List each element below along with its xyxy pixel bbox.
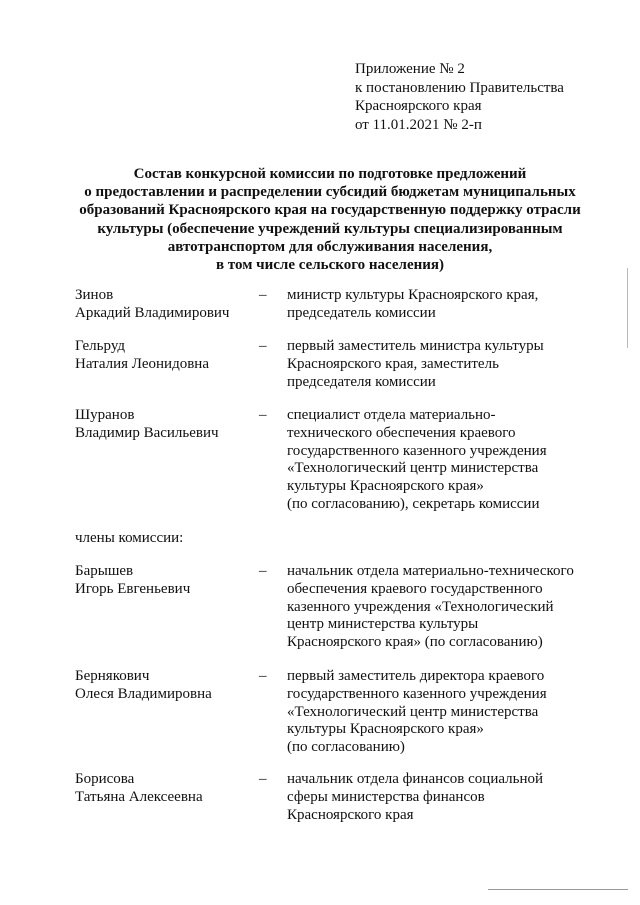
scan-edge-line [627, 268, 628, 348]
entry-dash: – [259, 563, 267, 579]
person-given-name: Владимир Васильевич [75, 424, 219, 441]
position-line: сферы министерства финансов [287, 788, 485, 805]
position-line: председателя комиссии [287, 373, 436, 390]
document-title [60, 165, 600, 274]
person-given-name: Олеся Владимировна [75, 685, 212, 702]
title-line: в том числе сельского населения) [215, 257, 445, 274]
person-position [287, 287, 587, 323]
position-line: центр министерства культуры [287, 616, 479, 633]
position-line: культуры Красноярского края» [287, 721, 484, 738]
entry-dash: – [259, 668, 267, 684]
position-line: первый заместитель директора краевого [287, 668, 545, 684]
entry-dash: – [259, 287, 267, 303]
members-label: члены комиссии: [75, 530, 184, 546]
person-position [287, 668, 587, 757]
appendix-line: Красноярского края [355, 98, 482, 114]
person-position [287, 771, 587, 824]
person-surname: Зинов [75, 287, 114, 303]
person-position [287, 338, 587, 391]
position-line: государственного казенного учреждения [287, 442, 547, 459]
position-line: Красноярского края [287, 806, 414, 823]
position-line: «Технологический центр министерства [287, 460, 539, 477]
person-surname: Барышев [75, 563, 134, 579]
title-line: автотранспортом для обслуживания населения, [167, 238, 493, 255]
person-given-name: Наталия Леонидовна [75, 355, 209, 372]
position-line: начальник отдела материально-технического [287, 563, 574, 579]
title-line: Состав конкурсной комиссии по подготовке предложений [133, 166, 527, 182]
person-name [75, 338, 209, 374]
title-line: о предоставлении и распределении субсидий бюджетам муниципальных [84, 184, 576, 201]
position-line: обеспечения краевого государственного [287, 580, 543, 597]
person-surname: Борисова [75, 771, 135, 787]
person-name [75, 407, 219, 443]
person-name [75, 287, 229, 323]
person-given-name: Аркадий Владимирович [75, 304, 230, 321]
position-line: специалист отдела материально- [287, 407, 496, 423]
position-line: «Технологический центр министерства [287, 703, 539, 720]
entry-dash: – [259, 338, 267, 354]
position-line: Красноярского края, заместитель [287, 355, 499, 372]
person-given-name: Татьяна Алексеевна [75, 788, 203, 805]
person-name [75, 771, 203, 807]
title-line: культуры (обеспечение учреждений культуры специализированным [97, 220, 563, 237]
position-line: первый заместитель министра культуры [287, 338, 544, 354]
position-line: начальник отдела финансов социальной [287, 771, 544, 787]
scan-edge-line [488, 889, 628, 890]
appendix-line: от 11.01.2021 № 2-п [355, 116, 482, 133]
position-line: государственного казенного учреждения [287, 685, 547, 702]
position-line: Красноярского края» (по согласованию) [287, 634, 543, 651]
position-line: (по согласованию), секретарь комиссии [287, 495, 540, 512]
person-surname: Бернякович [75, 668, 150, 684]
person-given-name: Игорь Евгеньевич [75, 580, 191, 597]
person-position [287, 563, 587, 652]
appendix-line: Приложение № 2 [355, 61, 465, 77]
position-line: казенного учреждения «Технологический [287, 598, 554, 615]
entry-dash: – [259, 771, 267, 787]
title-line: образований Красноярского края на государственную поддержку отрасли [79, 202, 581, 219]
person-name [75, 668, 212, 704]
entry-dash: – [259, 407, 267, 423]
position-line: культуры Красноярского края» [287, 478, 484, 495]
position-line: технического обеспечения краевого [287, 424, 516, 441]
position-line: председатель комиссии [287, 304, 436, 321]
appendix-line: к постановлению Правительства [355, 79, 564, 96]
person-name [75, 563, 190, 599]
person-position [287, 407, 587, 514]
position-line: министр культуры Красноярского края, [287, 287, 539, 303]
person-surname: Гельруд [75, 338, 126, 354]
appendix-header [355, 60, 564, 134]
person-surname: Шуранов [75, 407, 135, 423]
position-line: (по согласованию) [287, 739, 405, 756]
